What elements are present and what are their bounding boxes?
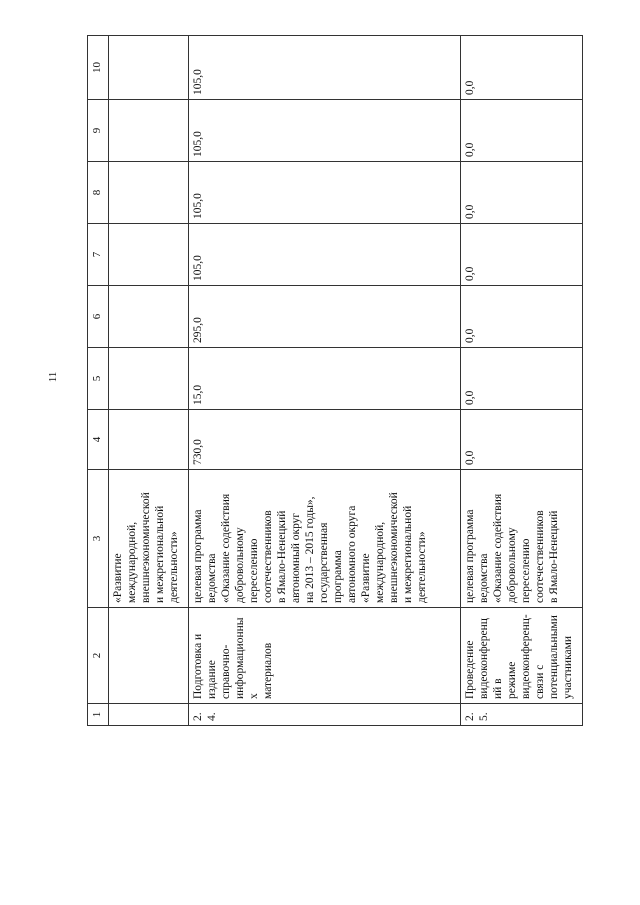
value-cell bbox=[109, 36, 189, 100]
value-cell: 0,0 bbox=[461, 100, 583, 162]
value-cell: 0,0 bbox=[461, 348, 583, 410]
value-cell bbox=[109, 286, 189, 348]
header-cell: 4 bbox=[88, 410, 109, 470]
header-cell: 2 bbox=[88, 608, 109, 704]
table-row bbox=[109, 36, 189, 726]
value-cell: 295,0 bbox=[189, 286, 461, 348]
row-number-cell: 2.5. bbox=[461, 704, 583, 726]
value-cell: 0,0 bbox=[461, 410, 583, 470]
header-cell: 9 bbox=[88, 100, 109, 162]
activity-cell bbox=[109, 608, 189, 704]
header-cell: 7 bbox=[88, 224, 109, 286]
table-container bbox=[87, 36, 585, 726]
value-cell: 105,0 bbox=[189, 100, 461, 162]
value-cell bbox=[109, 100, 189, 162]
value-cell: 105,0 bbox=[189, 224, 461, 286]
header-row bbox=[88, 36, 109, 726]
header-cell: 10 bbox=[88, 36, 109, 100]
activity-cell: Подготовка и издание справочно- информационных материалов bbox=[189, 608, 461, 704]
table-row bbox=[461, 36, 583, 726]
header-cell: 8 bbox=[88, 162, 109, 224]
value-cell bbox=[109, 224, 189, 286]
value-cell: 0,0 bbox=[461, 224, 583, 286]
row-number-cell: 2.4. bbox=[189, 704, 461, 726]
page-number: 11 bbox=[47, 371, 59, 383]
header-cell: 1 bbox=[88, 704, 109, 726]
table-row bbox=[189, 36, 461, 726]
header-cell: 6 bbox=[88, 286, 109, 348]
header-cell: 5 bbox=[88, 348, 109, 410]
row-number-cell bbox=[109, 704, 189, 726]
program-table bbox=[87, 35, 583, 726]
value-cell: 105,0 bbox=[189, 36, 461, 100]
source-cell: целевая программа ведомства «Оказание содействия добровольному переселению соотечественников в Ямало-Ненецкий автономный округ на 2013 – 2015 годы», государственная программа автономного округа «Развитие международной, внешнеэкономической и межрегиональной деятельности» bbox=[189, 470, 461, 608]
value-cell: 0,0 bbox=[461, 286, 583, 348]
value-cell: 730,0 bbox=[189, 410, 461, 470]
value-cell: 0,0 bbox=[461, 162, 583, 224]
value-cell bbox=[109, 410, 189, 470]
rotated-table bbox=[87, 36, 585, 726]
value-cell: 105,0 bbox=[189, 162, 461, 224]
value-cell bbox=[109, 162, 189, 224]
value-cell: 15,0 bbox=[189, 348, 461, 410]
value-cell bbox=[109, 348, 189, 410]
source-cell: «Развитие международной, внешнеэкономической и межрегиональной деятельности» bbox=[109, 470, 189, 608]
activity-cell: Проведение видеоконференций в режиме видеоконференц- связи с потенциальными участниками bbox=[461, 608, 583, 704]
source-cell: целевая программа ведомства «Оказание содействия добровольному переселению соотечественников в Ямало-Ненецкий bbox=[461, 470, 583, 608]
header-cell: 3 bbox=[88, 470, 109, 608]
value-cell: 0,0 bbox=[461, 36, 583, 100]
